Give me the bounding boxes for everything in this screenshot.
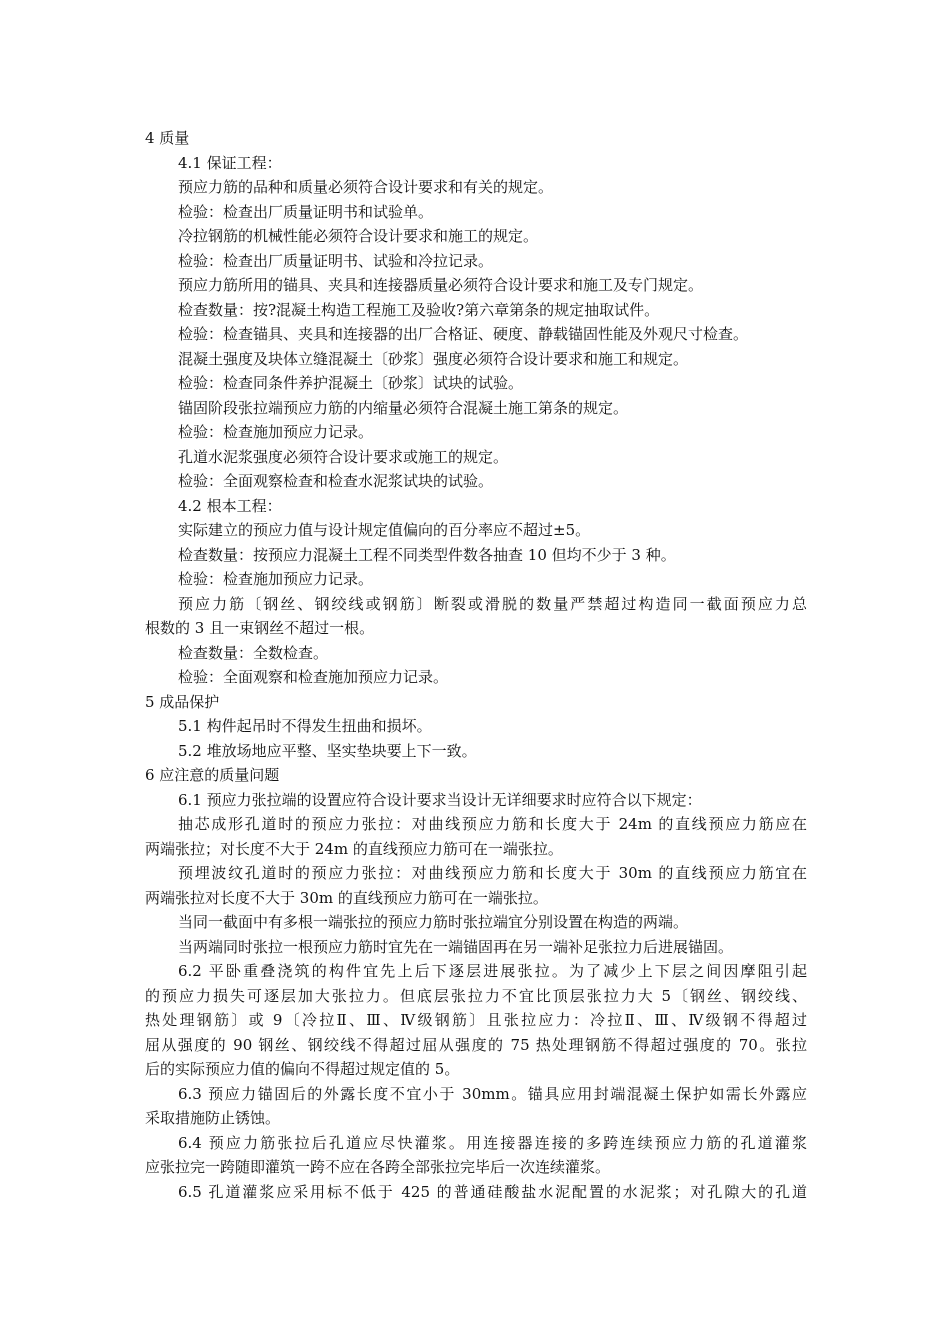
text-line: 检验：检查同条件养护混凝土〔砂浆〕试块的试验。 (178, 374, 524, 392)
text-line: 当两端同时张拉一根预应力筋时宜先在一端锚固再在另一端补足张拉力后进展锚固。 (178, 938, 734, 956)
text-line: 检验：全面观察和检查施加预应力记录。 (178, 668, 449, 686)
subsection-heading-4-2: 4.2 根本工程： (178, 497, 282, 515)
subsection-5-2: 5.2 堆放场地应平整、坚实垫块要上下一致。 (178, 742, 477, 760)
text-line: 冷拉钢筋的机械性能必须符合设计要求和施工的规定。 (178, 227, 539, 245)
text-line: 实际建立的预应力值与设计规定值偏向的百分率应不超过±5。 (178, 521, 591, 539)
text-line: 预应力筋所用的锚具、夹具和连接器质量必须符合设计要求和施工及专门规定。 (178, 276, 704, 294)
text-line: 两端张拉对长度不大于 30m 的直线预应力筋可在一端张拉。 (145, 889, 548, 907)
text-line: 检查数量：按?混凝土构造工程施工及验收?第六章第条的规定抽取试件。 (178, 301, 660, 319)
text-line: 抽芯成形孔道时的预应力张拉：对曲线预应力筋和长度大于 24m 的直线预应力筋应在 (178, 815, 807, 833)
text-line: 检查数量：按预应力混凝土工程不同类型件数各抽查 10 但均不少于 3 种。 (178, 546, 676, 564)
text-line: 混凝土强度及块体立缝混凝土〔砂浆〕强度必须符合设计要求和施工和规定。 (178, 350, 689, 368)
text-line: 预埋波纹孔道时的预应力张拉：对曲线预应力筋和长度大于 30m 的直线预应力筋宜在 (178, 864, 807, 882)
subsection-6-5: 6.5 孔道灌浆应采用标不低于 425 的普通硅酸盐水泥配置的水泥浆；对孔隙大的孔道 (178, 1183, 807, 1201)
section-heading-5: 5 成品保护 (145, 693, 220, 711)
text-line: 当同一截面中有多根一端张拉的预应力筋时张拉端宜分别设置在构造的两端。 (178, 913, 689, 931)
text-line: 检验：检查锚具、夹具和连接器的出厂合格证、硬度、静载锚固性能及外观尺寸检查。 (178, 325, 749, 343)
text-line: 屈从强度的 90 钢丝、钢绞线不得超过屈从强度的 75 热处理钢筋不得超过强度的 70。张拉 (145, 1036, 807, 1054)
text-line: 采取措施防止锈蚀。 (145, 1109, 281, 1127)
subsection-heading-4-1: 4.1 保证工程： (178, 154, 282, 172)
text-line: 预应力筋的品种和质量必须符合设计要求和有关的规定。 (178, 178, 554, 196)
section-heading-4: 4 质量 (145, 129, 190, 147)
text-line: 后的实际预应力值的偏向不得超过规定值的 5。 (145, 1060, 460, 1078)
section-heading-6: 6 应注意的质量问题 (145, 766, 280, 784)
text-line: 检查数量：全数检查。 (178, 644, 329, 662)
text-line: 锚固阶段张拉端预应力筋的内缩量必须符合混凝土施工第条的规定。 (178, 399, 629, 417)
text-line: 根数的 3 且一束钢丝不超过一根。 (145, 619, 375, 637)
text-line: 应张拉完一跨随即灌筑一跨不应在各跨全部张拉完毕后一次连续灌浆。 (145, 1158, 611, 1176)
text-line: 检验：全面观察检查和检查水泥浆试块的试验。 (178, 472, 494, 490)
text-line: 检验：检查出厂质量证明书、试验和冷拉记录。 (178, 252, 494, 270)
text-line: 检验：检查施加预应力记录。 (178, 423, 374, 441)
text-line: 两端张拉；对长度不大于 24m 的直线预应力筋可在一端张拉。 (145, 840, 563, 858)
subsection-6-3: 6.3 预应力锚固后的外露长度不宜小于 30mm。锚具应用封端混凝土保护如需长外露应 (178, 1085, 807, 1103)
subsection-6-2: 6.2 平卧重叠浇筑的构件宜先上后下逐层进展张拉。为了减少上下层之间因摩阻引起 (178, 962, 807, 980)
text-line: 检验：检查施加预应力记录。 (178, 570, 374, 588)
subsection-6-4: 6.4 预应力筋张拉后孔道应尽快灌浆。用连接器连接的多跨连续预应力筋的孔道灌浆 (178, 1134, 807, 1152)
subsection-6-1: 6.1 预应力张拉端的设置应符合设计要求当设计无详细要求时应符合以下规定： (178, 791, 702, 809)
subsection-5-1: 5.1 构件起吊时不得发生扭曲和损坏。 (178, 717, 432, 735)
text-line: 检验：检查出厂质量证明书和试验单。 (178, 203, 434, 221)
text-line: 预应力筋〔钢丝、钢绞线或钢筋〕断裂或滑脱的数量严禁超过构造同一截面预应力总 (178, 595, 807, 613)
text-line: 热处理钢筋〕或 9〔冷拉Ⅱ、Ⅲ、Ⅳ级钢筋〕且张拉应力：冷拉Ⅱ、Ⅲ、Ⅳ级钢不得超过 (145, 1011, 807, 1029)
text-line: 孔道水泥浆强度必须符合设计要求或施工的规定。 (178, 448, 509, 466)
text-line: 的预应力损失可逐层加大张拉力。但底层张拉力不宜比顶层张拉力大 5〔钢丝、钢绞线、 (145, 987, 807, 1005)
